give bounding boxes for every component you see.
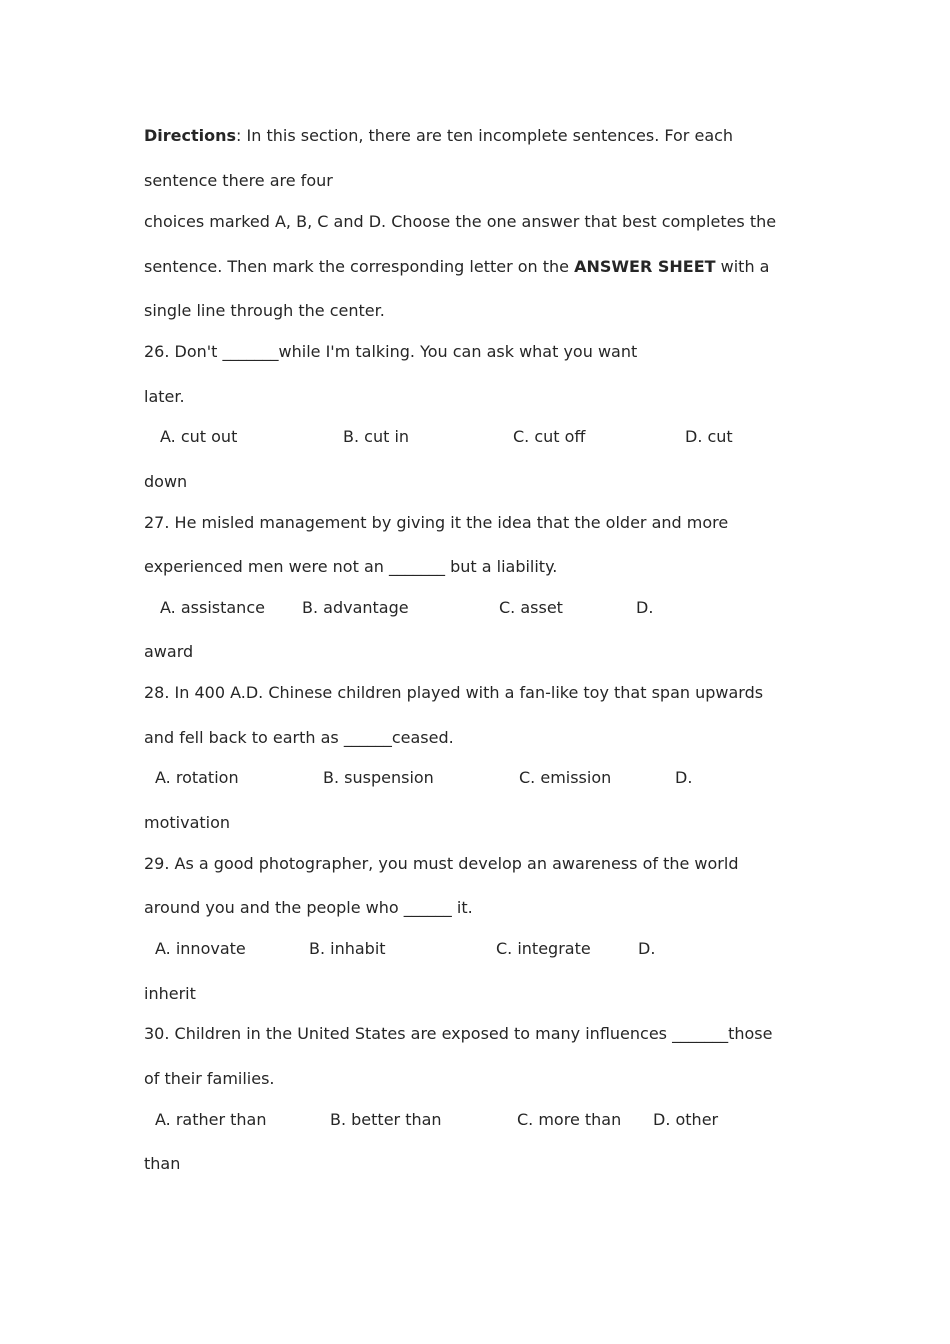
directions-text: : In this section, there are ten incomplete sentences. For each bbox=[236, 126, 734, 145]
question-30-stem-cont: of their families. bbox=[144, 1069, 275, 1088]
question-30-option-c: C. more than bbox=[517, 1110, 622, 1129]
question-28-option-d-cont: motivation bbox=[144, 813, 231, 832]
question-30-option-b: B. better than bbox=[330, 1110, 442, 1129]
question-28-option-a: A. rotation bbox=[155, 768, 239, 787]
question-30-stem: 30. Children in the United States are exposed to many influences _______those bbox=[144, 1024, 773, 1043]
directions-text: sentence. Then mark the corresponding letter on the bbox=[144, 257, 575, 276]
question-30-option-a: A. rather than bbox=[155, 1110, 267, 1129]
question-29-option-c: C. integrate bbox=[496, 939, 591, 958]
question-29-option-a: A. innovate bbox=[155, 939, 246, 958]
question-30-option-d-cont: than bbox=[144, 1154, 181, 1173]
question-28-option-b: B. suspension bbox=[323, 768, 434, 787]
question-27-option-d-cont: award bbox=[144, 642, 194, 661]
question-26-option-c: C. cut off bbox=[513, 427, 586, 446]
question-27-option-b: B. advantage bbox=[302, 598, 409, 617]
question-28-stem: 28. In 400 A.D. Chinese children played with a fan-like toy that span upwards bbox=[144, 683, 764, 702]
directions-line-4 bbox=[144, 257, 769, 277]
question-27-stem: 27. He misled management by giving it the idea that the older and more bbox=[144, 513, 729, 532]
question-27-option-a: A. assistance bbox=[160, 598, 265, 617]
directions-text: with a bbox=[715, 257, 770, 276]
question-26-option-d-cont: down bbox=[144, 472, 188, 491]
question-29-stem: 29. As a good photographer, you must develop an awareness of the world bbox=[144, 854, 739, 873]
directions-label: Directions bbox=[144, 126, 237, 145]
question-27-option-d: D. bbox=[636, 598, 654, 617]
question-26-option-b: B. cut in bbox=[343, 427, 410, 446]
question-29-stem-cont: around you and the people who ______ it. bbox=[144, 898, 473, 917]
question-29-option-d: D. bbox=[638, 939, 656, 958]
question-28-stem-cont: and fell back to earth as ______ceased. bbox=[144, 728, 454, 747]
question-26-stem-cont: later. bbox=[144, 387, 185, 406]
question-26-option-a: A. cut out bbox=[160, 427, 238, 446]
directions-line-1 bbox=[144, 126, 733, 146]
question-27-option-c: C. asset bbox=[499, 598, 563, 617]
question-26-option-d: D. cut bbox=[685, 427, 733, 446]
answer-sheet-emphasis: ANSWER SHEET bbox=[574, 257, 716, 276]
question-28-option-d: D. bbox=[675, 768, 693, 787]
question-27-stem-cont: experienced men were not an _______ but a liability. bbox=[144, 557, 558, 576]
question-26-stem: 26. Don't _______while I'm talking. You can ask what you want bbox=[144, 342, 638, 361]
question-28-option-c: C. emission bbox=[519, 768, 612, 787]
directions-line-5: single line through the center. bbox=[144, 301, 385, 320]
question-30-option-d: D. other bbox=[653, 1110, 719, 1129]
question-29-option-b: B. inhabit bbox=[309, 939, 386, 958]
directions-line-2: sentence there are four bbox=[144, 171, 333, 190]
directions-line-3: choices marked A, B, C and D. Choose the one answer that best completes the bbox=[144, 212, 777, 231]
question-29-option-d-cont: inherit bbox=[144, 984, 196, 1003]
